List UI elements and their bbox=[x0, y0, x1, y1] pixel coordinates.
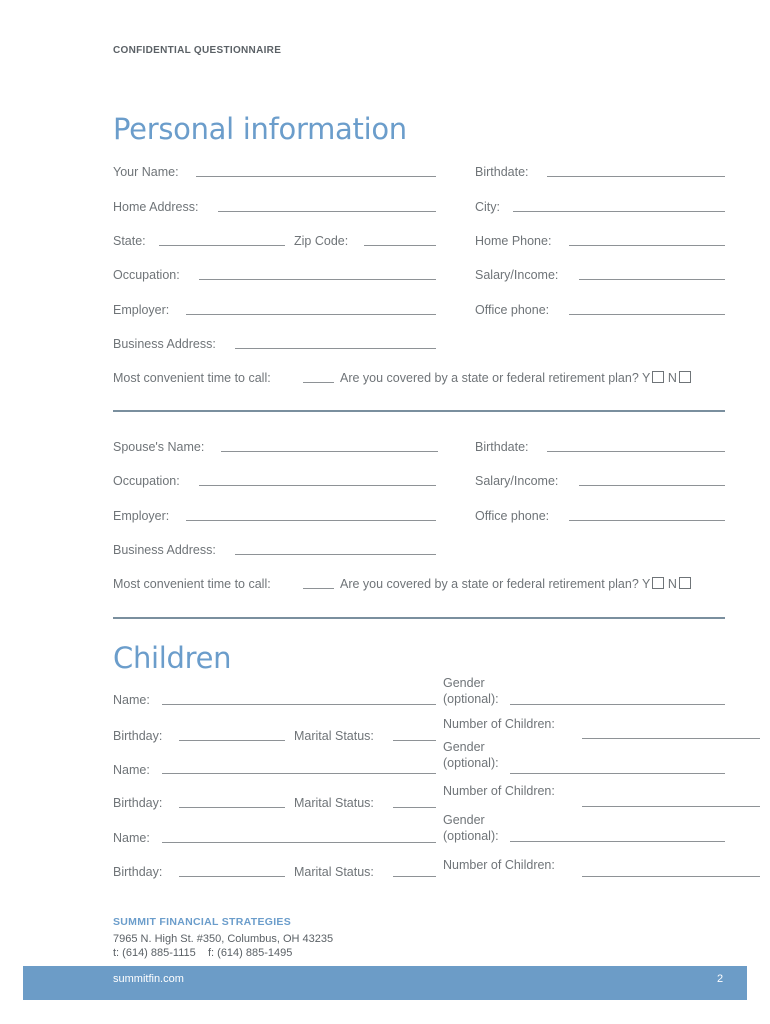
spouse-employer-field[interactable] bbox=[186, 520, 436, 521]
spouse-business-address-label: Business Address: bbox=[113, 543, 216, 557]
spouse-time-to-call-field[interactable] bbox=[303, 588, 334, 589]
spouse-retirement-yes-checkbox[interactable] bbox=[652, 577, 664, 589]
child-2-name-field[interactable] bbox=[162, 773, 436, 774]
city-label: City: bbox=[475, 200, 500, 214]
salary-label: Salary/Income: bbox=[475, 268, 559, 282]
page-number: 2 bbox=[717, 973, 724, 985]
website-link[interactable]: summitfin.com bbox=[113, 973, 184, 985]
birthdate-field[interactable] bbox=[547, 176, 725, 177]
child-3-gender-label-line1: Gender bbox=[443, 813, 485, 827]
child-1-marital-status-field[interactable] bbox=[393, 740, 436, 741]
spouse-birthdate-label: Birthdate: bbox=[475, 440, 529, 454]
your-name-field[interactable] bbox=[196, 176, 436, 177]
child-2-name-label: Name: bbox=[113, 763, 150, 777]
spouse-retirement-question-label: Are you covered by a state or federal retirement plan? Y bbox=[340, 577, 651, 591]
section-divider bbox=[113, 617, 725, 619]
children-title: Children bbox=[113, 641, 232, 675]
spouse-name-field[interactable] bbox=[221, 451, 438, 452]
child-1-gender-label-line2: (optional): bbox=[443, 692, 499, 706]
occupation-field[interactable] bbox=[199, 279, 436, 280]
child-3-number-of-children-field[interactable] bbox=[582, 876, 760, 877]
child-1-marital-status-label: Marital Status: bbox=[294, 729, 374, 743]
office-phone-field[interactable] bbox=[569, 314, 725, 315]
child-3-gender-field[interactable] bbox=[510, 841, 725, 842]
spouse-office-phone-field[interactable] bbox=[569, 520, 725, 521]
your-name-label: Your Name: bbox=[113, 165, 179, 179]
company-address: 7965 N. High St. #350, Columbus, OH 43235 bbox=[113, 933, 334, 945]
child-3-name-field[interactable] bbox=[162, 842, 436, 843]
child-3-number-of-children-label: Number of Children: bbox=[443, 858, 555, 872]
spouse-business-address-field[interactable] bbox=[235, 554, 436, 555]
personal-info-title: Personal information bbox=[113, 112, 407, 146]
child-2-number-of-children-label: Number of Children: bbox=[443, 784, 555, 798]
home-address-label: Home Address: bbox=[113, 200, 199, 214]
spouse-salary-field[interactable] bbox=[579, 485, 725, 486]
time-to-call-label: Most convenient time to call: bbox=[113, 371, 271, 385]
child-1-name-field[interactable] bbox=[162, 704, 436, 705]
child-1-birthday-field[interactable] bbox=[179, 740, 285, 741]
home-phone-field[interactable] bbox=[569, 245, 725, 246]
document-header: CONFIDENTIAL QUESTIONNAIRE bbox=[113, 45, 282, 56]
child-3-marital-status-label: Marital Status: bbox=[294, 865, 374, 879]
child-2-birthday-label: Birthday: bbox=[113, 796, 163, 810]
child-1-number-of-children-field[interactable] bbox=[582, 738, 760, 739]
child-3-gender-label-line2: (optional): bbox=[443, 829, 499, 843]
spouse-retirement-question bbox=[340, 577, 691, 591]
spouse-occupation-field[interactable] bbox=[199, 485, 436, 486]
footer-bar bbox=[23, 966, 747, 1000]
zip-code-label: Zip Code: bbox=[294, 234, 349, 248]
child-2-number-of-children-field[interactable] bbox=[582, 806, 760, 807]
employer-label: Employer: bbox=[113, 303, 170, 317]
child-2-gender-field[interactable] bbox=[510, 773, 725, 774]
child-1-number-of-children-label: Number of Children: bbox=[443, 717, 555, 731]
spouse-retirement-no-label: N bbox=[667, 577, 677, 591]
salary-field[interactable] bbox=[579, 279, 725, 280]
retirement-question bbox=[340, 371, 691, 385]
business-address-label: Business Address: bbox=[113, 337, 216, 351]
company-name: SUMMIT FINANCIAL STRATEGIES bbox=[113, 916, 292, 928]
employer-field[interactable] bbox=[186, 314, 436, 315]
retirement-no-checkbox[interactable] bbox=[679, 371, 691, 383]
retirement-yes-checkbox[interactable] bbox=[652, 371, 664, 383]
business-address-field[interactable] bbox=[235, 348, 436, 349]
child-3-name-label: Name: bbox=[113, 831, 150, 845]
child-1-name-label: Name: bbox=[113, 693, 150, 707]
spouse-salary-label: Salary/Income: bbox=[475, 474, 559, 488]
child-3-birthday-label: Birthday: bbox=[113, 865, 163, 879]
child-2-marital-status-field[interactable] bbox=[393, 807, 436, 808]
spouse-time-to-call-label: Most convenient time to call: bbox=[113, 577, 271, 591]
section-divider bbox=[113, 410, 725, 412]
child-2-marital-status-label: Marital Status: bbox=[294, 796, 374, 810]
spouse-name-label: Spouse's Name: bbox=[113, 440, 205, 454]
city-field[interactable] bbox=[513, 211, 725, 212]
child-2-gender-label-line2: (optional): bbox=[443, 756, 499, 770]
child-1-gender-label-line1: Gender bbox=[443, 676, 485, 690]
spouse-retirement-no-checkbox[interactable] bbox=[679, 577, 691, 589]
spouse-birthdate-field[interactable] bbox=[547, 451, 725, 452]
child-3-birthday-field[interactable] bbox=[179, 876, 285, 877]
child-1-birthday-label: Birthday: bbox=[113, 729, 163, 743]
spouse-office-phone-label: Office phone: bbox=[475, 509, 550, 523]
retirement-question-label: Are you covered by a state or federal retirement plan? Y bbox=[340, 371, 651, 385]
spouse-employer-label: Employer: bbox=[113, 509, 170, 523]
birthdate-label: Birthdate: bbox=[475, 165, 529, 179]
company-phones: t: (614) 885-1115 f: (614) 885-1495 bbox=[113, 947, 293, 959]
time-to-call-field[interactable] bbox=[303, 382, 334, 383]
retirement-no-label: N bbox=[667, 371, 677, 385]
spouse-occupation-label: Occupation: bbox=[113, 474, 180, 488]
occupation-label: Occupation: bbox=[113, 268, 180, 282]
child-2-gender-label-line1: Gender bbox=[443, 740, 485, 754]
zip-code-field[interactable] bbox=[364, 245, 436, 246]
child-3-marital-status-field[interactable] bbox=[393, 876, 436, 877]
state-label: State: bbox=[113, 234, 146, 248]
child-1-gender-field[interactable] bbox=[510, 704, 725, 705]
office-phone-label: Office phone: bbox=[475, 303, 550, 317]
child-2-birthday-field[interactable] bbox=[179, 807, 285, 808]
home-address-field[interactable] bbox=[218, 211, 436, 212]
home-phone-label: Home Phone: bbox=[475, 234, 552, 248]
state-field[interactable] bbox=[159, 245, 285, 246]
